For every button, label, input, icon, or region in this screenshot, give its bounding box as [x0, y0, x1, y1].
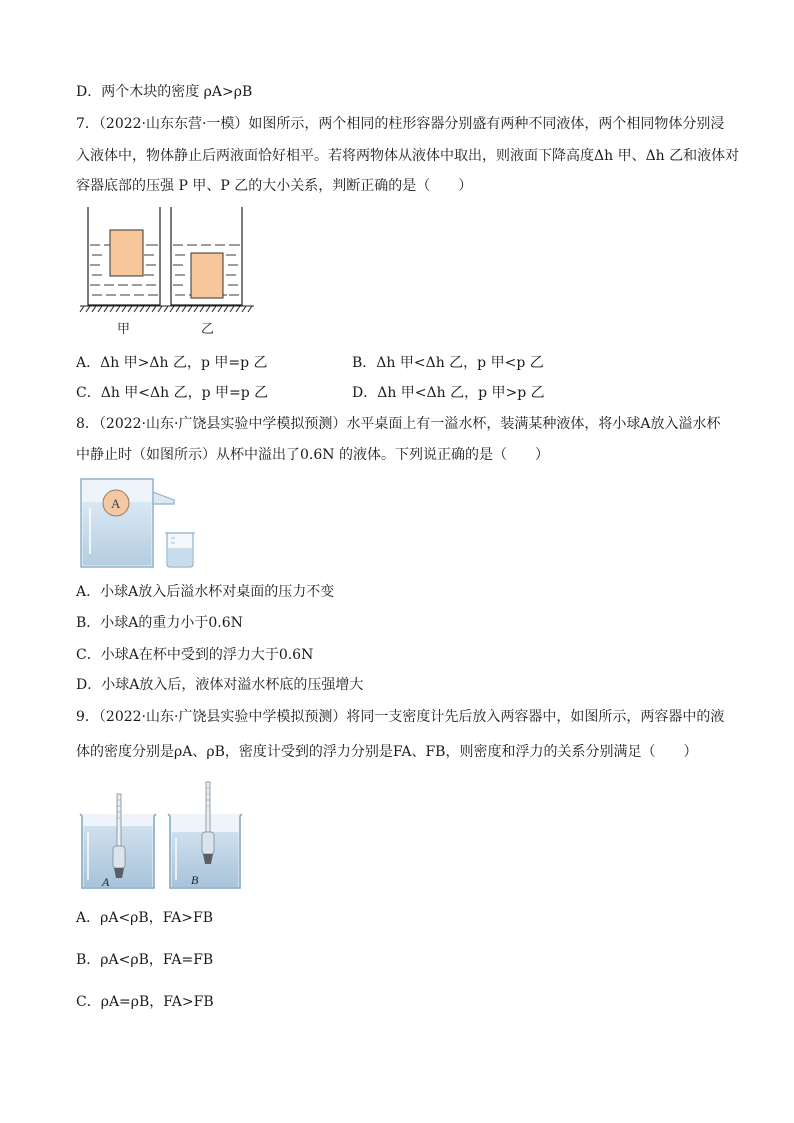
- q7-option-b: B．Δh 甲<Δh 乙，p 甲<p 乙: [352, 355, 544, 371]
- container-yi: [171, 207, 242, 305]
- beaker-a: [80, 794, 156, 888]
- q9-stem-line2: 体的密度分别是ρA、ρB，密度计受到的浮力分别是FA、FB，则密度和浮力的关系分别满足（ ）: [76, 744, 698, 760]
- q9-figure: [78, 792, 248, 892]
- q9-option-b: B．ρA<ρB，FA=FB: [76, 952, 214, 968]
- q7-stem-line1: 7．（2022·山东东营·一模）如图所示，两个相同的柱形容器分别盛有两种不同液体，两个相同物体分别浸: [76, 116, 725, 132]
- q7-stem-line2: 入液体中，物体静止后两液面恰好相平。若将两物体从液体中取出，则液面下降高度Δh 甲、Δh 乙和液体对: [76, 148, 740, 164]
- ground-hatch: [80, 306, 254, 312]
- beaker-b: [168, 782, 242, 888]
- q7-figure: [78, 205, 258, 340]
- object-block-jia: [110, 230, 143, 276]
- q9-stem-line1: 9．（2022·山东·广饶县实验中学模拟预测）将同一支密度计先后放入两容器中，如图所示，两容器中的液: [76, 709, 725, 725]
- q7-stem-line3: 容器底部的压强 P 甲、P 乙的大小关系，判断正确的是（ ）: [76, 178, 473, 194]
- ball-a-label: A: [111, 496, 121, 511]
- q8-figure: [80, 478, 200, 570]
- container-jia: [88, 207, 160, 305]
- overflow-spout: [153, 492, 174, 504]
- fig-label-jia: 甲: [117, 322, 131, 337]
- small-beaker: [165, 533, 195, 567]
- q6-option-d: D．两个木块的密度 ρA>ρB: [76, 84, 253, 100]
- object-block-yi: [191, 253, 223, 298]
- q7-option-c: C．Δh 甲<Δh 乙，p 甲=p 乙: [76, 385, 269, 401]
- q7-option-a: A．Δh 甲>Δh 乙，p 甲=p 乙: [76, 355, 268, 371]
- beaker-b-label: B: [191, 873, 199, 887]
- q8-stem-line1: 8．（2022·山东·广饶县实验中学模拟预测）水平桌面上有一溢水杯，装满某种液体，将小球A放入溢水杯: [76, 416, 721, 432]
- q8-option-c: C．小球A在杯中受到的浮力大于0.6N: [76, 647, 314, 663]
- q9-option-c: C．ρA=ρB，FA>FB: [76, 994, 214, 1010]
- fig-label-yi: 乙: [201, 322, 215, 337]
- beaker-a-label: A: [102, 875, 110, 889]
- q8-option-d: D．小球A放入后，液体对溢水杯底的压强增大: [76, 677, 364, 693]
- q8-option-a: A．小球A放入后溢水杯对桌面的压力不变: [76, 584, 335, 600]
- q9-option-a: A．ρA<ρB，FA>FB: [76, 910, 214, 926]
- q8-stem-line2: 中静止时（如图所示）从杯中溢出了0.6N 的液体。下列说正确的是（ ）: [76, 447, 549, 463]
- q8-option-b: B．小球A的重力小于0.6N: [76, 615, 243, 631]
- q7-option-d: D．Δh 甲<Δh 乙，p 甲>p 乙: [352, 385, 545, 401]
